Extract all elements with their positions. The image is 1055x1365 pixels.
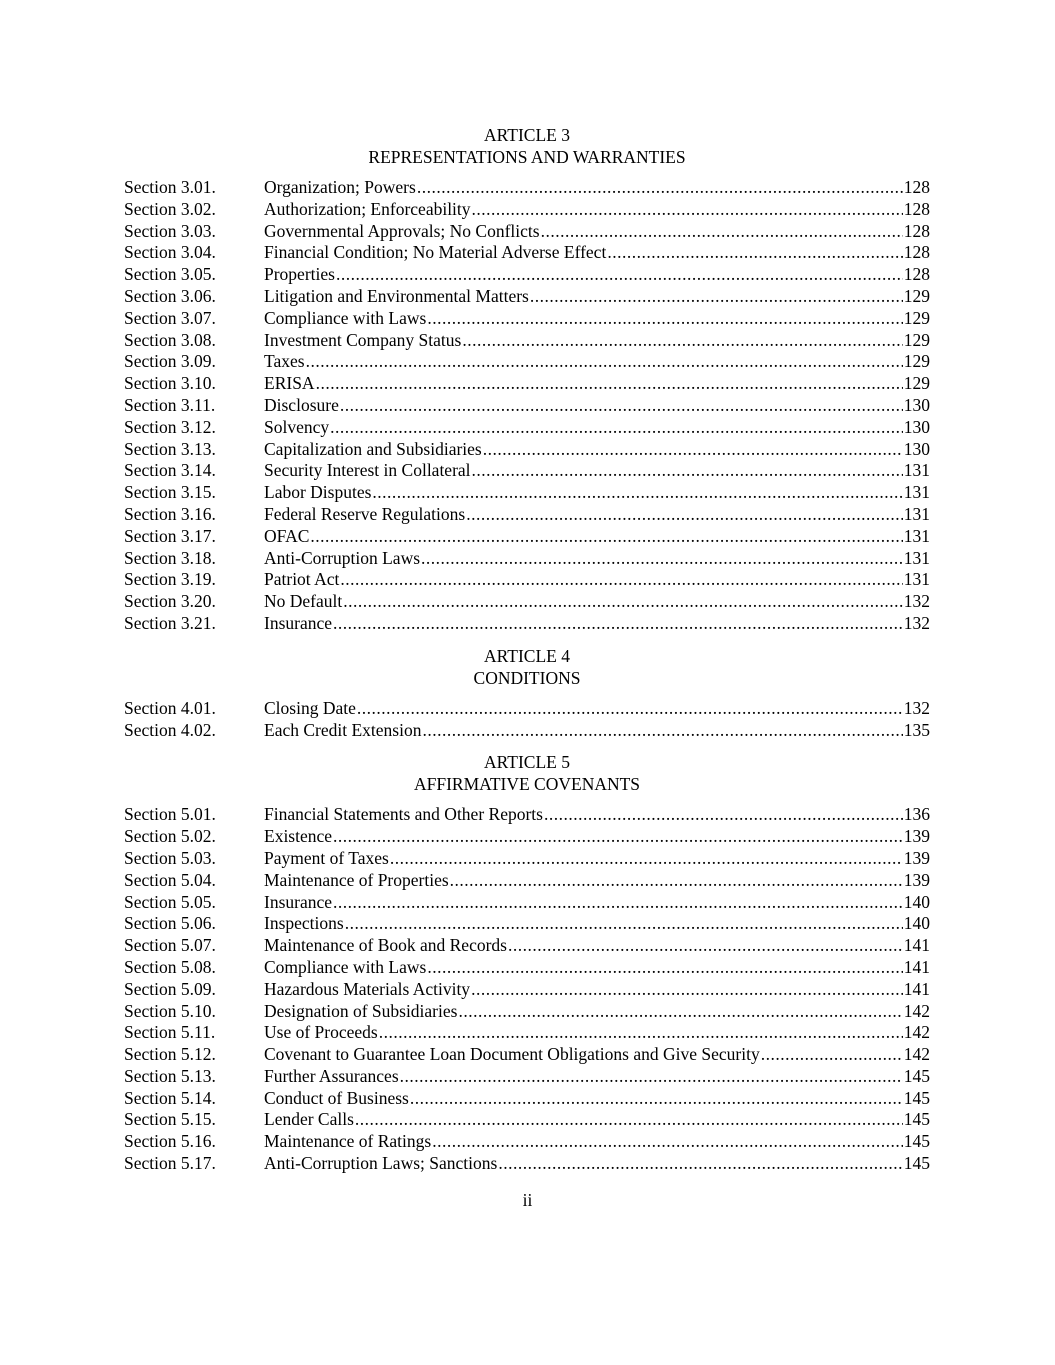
dot-leader <box>330 417 903 439</box>
toc-entry[interactable] <box>124 1109 930 1131</box>
page-number: ii <box>522 1190 533 1210</box>
section-page-number: 129 <box>903 307 930 328</box>
toc-entry[interactable] <box>124 308 930 330</box>
section-number: Section 5.10. <box>124 1000 216 1021</box>
section-title: Capitalization and Subsidiaries <box>264 438 482 459</box>
dot-leader <box>340 395 903 417</box>
section-page-number: 131 <box>903 547 930 568</box>
toc-entry[interactable] <box>124 848 930 870</box>
section-number: Section 4.02. <box>124 719 216 740</box>
toc-entry[interactable] <box>124 1022 930 1044</box>
toc-entry[interactable] <box>124 482 930 504</box>
section-title: ERISA <box>264 373 315 394</box>
section-title: Labor Disputes <box>264 482 372 503</box>
toc-entry[interactable] <box>124 373 930 395</box>
toc-entry[interactable] <box>124 892 930 914</box>
section-title: Anti-Corruption Laws; Sanctions <box>264 1153 498 1174</box>
article-heading <box>124 751 930 795</box>
section-number: Section 5.08. <box>124 956 216 977</box>
section-list <box>124 804 930 1175</box>
toc-entry[interactable] <box>124 242 930 264</box>
article-label: ARTICLE 5 <box>484 752 570 773</box>
section-number: Section 3.16. <box>124 503 216 524</box>
toc-entry[interactable] <box>124 526 930 548</box>
section-title: Existence <box>264 826 333 847</box>
section-number: Section 3.08. <box>124 329 216 350</box>
section-title: Each Credit Extension <box>264 719 422 740</box>
article-heading <box>124 124 930 168</box>
section-number: Section 3.15. <box>124 482 216 503</box>
dot-leader <box>530 286 903 308</box>
section-page-number: 141 <box>903 935 930 956</box>
section-page-number: 145 <box>903 1065 930 1086</box>
heading-spacer <box>124 168 930 177</box>
section-number: Section 5.05. <box>124 891 216 912</box>
section-number: Section 5.11. <box>124 1022 216 1043</box>
section-title: Payment of Taxes <box>264 847 389 868</box>
section-title: Further Assurances <box>264 1065 399 1086</box>
section-title: Insurance <box>264 891 333 912</box>
section-number: Section 3.02. <box>124 198 216 219</box>
article-block-1 <box>124 124 930 635</box>
section-page-number: 142 <box>903 1022 930 1043</box>
section-title: Taxes <box>264 351 305 372</box>
section-page-number: 131 <box>903 482 930 503</box>
heading-spacer <box>124 689 930 698</box>
section-title: Litigation and Environmental Matters <box>264 285 529 306</box>
toc-entry[interactable] <box>124 1088 930 1110</box>
section-title: Maintenance of Properties <box>264 869 449 890</box>
section-title: Conduct of Business <box>264 1087 409 1108</box>
section-title: Financial Statements and Other Reports <box>264 804 543 825</box>
dot-leader <box>310 526 902 548</box>
section-number: Section 3.14. <box>124 460 216 481</box>
section-title: Authorization; Enforceability <box>264 198 471 219</box>
section-number: Section 3.19. <box>124 569 216 590</box>
toc-entry[interactable] <box>124 913 930 935</box>
section-number: Section 5.16. <box>124 1131 216 1152</box>
section-title: Anti-Corruption Laws <box>264 547 421 568</box>
section-page-number: 129 <box>903 351 930 372</box>
dot-leader <box>544 804 903 826</box>
section-title: Disclosure <box>264 394 339 415</box>
section-page-number: 145 <box>903 1131 930 1152</box>
section-page-number: 131 <box>903 503 930 524</box>
section-number: Section 3.10. <box>124 373 216 394</box>
section-title: Federal Reserve Regulations <box>264 503 466 524</box>
dot-leader <box>541 221 903 243</box>
article-block-3 <box>124 751 930 1175</box>
toc-entry[interactable] <box>124 979 930 1001</box>
section-title: Inspections <box>264 913 344 934</box>
section-number: Section 5.15. <box>124 1109 216 1130</box>
section-page-number: 128 <box>903 242 930 263</box>
section-list <box>124 177 930 635</box>
toc-entry[interactable] <box>124 804 930 826</box>
toc-entry[interactable] <box>124 1044 930 1066</box>
section-page-number: 130 <box>903 394 930 415</box>
section-number: Section 3.05. <box>124 264 216 285</box>
dot-leader <box>466 504 903 526</box>
section-number: Section 3.17. <box>124 525 216 546</box>
section-page-number: 128 <box>903 198 930 219</box>
article-spacer <box>124 635 930 645</box>
dot-leader <box>432 1131 903 1153</box>
dot-leader <box>379 1022 903 1044</box>
toc-entry[interactable] <box>124 826 930 848</box>
dot-leader <box>316 373 903 395</box>
dot-leader <box>458 1001 902 1023</box>
dot-leader <box>761 1044 903 1066</box>
dot-leader <box>427 957 902 979</box>
section-title: Closing Date <box>264 697 356 718</box>
section-title: Solvency <box>264 416 330 437</box>
article-label: ARTICLE 3 <box>484 125 570 145</box>
section-page-number: 140 <box>903 913 930 934</box>
dot-leader <box>333 826 903 848</box>
toc-entry[interactable] <box>124 569 930 591</box>
article-heading <box>124 645 930 689</box>
dot-leader <box>355 1109 903 1131</box>
section-number: Section 3.18. <box>124 547 216 568</box>
section-list <box>124 698 930 742</box>
section-number: Section 5.03. <box>124 847 216 868</box>
section-page-number: 141 <box>903 978 930 999</box>
dot-leader <box>410 1088 903 1110</box>
section-number: Section 3.01. <box>124 177 216 197</box>
toc-entry[interactable] <box>124 199 930 221</box>
dot-leader <box>607 242 902 264</box>
section-title: Use of Proceeds <box>264 1022 378 1043</box>
section-title: Covenant to Guarantee Loan Document Obligations and Give Security <box>264 1044 760 1065</box>
section-page-number: 129 <box>903 329 930 350</box>
dot-leader <box>422 720 902 742</box>
dot-leader <box>336 264 903 286</box>
toc-entry[interactable] <box>124 720 930 742</box>
section-page-number: 131 <box>903 569 930 590</box>
section-number: Section 3.20. <box>124 591 216 612</box>
section-page-number: 141 <box>903 956 930 977</box>
section-page-number: 128 <box>903 220 930 241</box>
toc-entry[interactable] <box>124 395 930 417</box>
toc-entry[interactable] <box>124 504 930 526</box>
dot-leader <box>417 177 903 199</box>
toc-entry[interactable] <box>124 591 930 613</box>
toc-entry[interactable] <box>124 264 930 286</box>
section-page-number: 145 <box>903 1153 930 1174</box>
dot-leader <box>472 460 903 482</box>
section-title: Financial Condition; No Material Adverse Effect <box>264 242 607 263</box>
section-page-number: 128 <box>903 264 930 285</box>
section-page-number: 135 <box>903 719 930 740</box>
section-title: Governmental Approvals; No Conflicts <box>264 220 540 241</box>
section-title: OFAC <box>264 525 310 546</box>
section-number: Section 3.11. <box>124 394 216 415</box>
toc-entry[interactable] <box>124 613 930 635</box>
section-number: Section 3.09. <box>124 351 216 372</box>
toc-entry[interactable] <box>124 351 930 373</box>
section-number: Section 3.07. <box>124 307 216 328</box>
section-number: Section 5.04. <box>124 869 216 890</box>
dot-leader <box>306 351 903 373</box>
section-page-number: 130 <box>903 416 930 437</box>
dot-leader <box>421 548 903 570</box>
section-number: Section 5.02. <box>124 826 216 847</box>
section-title: Security Interest in Collateral <box>264 460 471 481</box>
toc-entry[interactable] <box>124 221 930 243</box>
section-number: Section 3.12. <box>124 416 216 437</box>
dot-leader <box>472 199 903 221</box>
section-title: Lender Calls <box>264 1109 354 1130</box>
section-page-number: 131 <box>903 525 930 546</box>
section-number: Section 5.14. <box>124 1087 216 1108</box>
dot-leader <box>400 1066 903 1088</box>
toc-entry[interactable] <box>124 698 930 720</box>
dot-leader <box>498 1153 902 1175</box>
article-title: CONDITIONS <box>473 667 581 688</box>
dot-leader <box>343 591 903 613</box>
section-page-number: 129 <box>903 285 930 306</box>
toc-entry[interactable] <box>124 330 930 352</box>
section-page-number: 142 <box>903 1000 930 1021</box>
section-page-number: 129 <box>903 373 930 394</box>
toc-entry[interactable] <box>124 1153 930 1175</box>
section-number: Section 3.13. <box>124 438 216 459</box>
dot-leader <box>483 439 903 461</box>
dot-leader <box>508 935 903 957</box>
section-title: Maintenance of Book and Records <box>264 935 507 956</box>
toc-entry[interactable] <box>124 417 930 439</box>
toc-entry[interactable] <box>124 439 930 461</box>
dot-leader <box>340 569 902 591</box>
toc-entry[interactable] <box>124 286 930 308</box>
heading-spacer <box>124 795 930 804</box>
section-number: Section 5.13. <box>124 1065 216 1086</box>
dot-leader <box>450 870 903 892</box>
section-number: Section 4.01. <box>124 697 216 718</box>
section-page-number: 132 <box>903 591 930 612</box>
dot-leader <box>333 892 903 914</box>
section-title: Organization; Powers <box>264 177 416 197</box>
toc-entry[interactable] <box>124 870 930 892</box>
article-title: AFFIRMATIVE COVENANTS <box>413 774 641 795</box>
section-title: No Default <box>264 591 343 612</box>
section-number: Section 5.01. <box>124 804 216 825</box>
section-number: Section 5.17. <box>124 1153 216 1174</box>
section-page-number: 139 <box>903 826 930 847</box>
section-number: Section 5.06. <box>124 913 216 934</box>
section-title: Designation of Subsidiaries <box>264 1000 458 1021</box>
dot-leader <box>345 913 903 935</box>
section-title: Patriot Act <box>264 569 340 590</box>
section-page-number: 132 <box>903 612 930 633</box>
article-spacer <box>124 741 930 751</box>
section-title: Maintenance of Ratings <box>264 1131 432 1152</box>
section-page-number: 131 <box>903 460 930 481</box>
section-page-number: 142 <box>903 1044 930 1065</box>
dot-leader <box>357 698 903 720</box>
dot-leader <box>333 613 903 635</box>
article-block-2 <box>124 645 930 742</box>
dot-leader <box>390 848 903 870</box>
section-title: Compliance with Laws <box>264 307 427 328</box>
section-number: Section 3.21. <box>124 612 216 633</box>
article-label: ARTICLE 4 <box>484 645 570 666</box>
section-page-number: 139 <box>903 869 930 890</box>
toc-entry[interactable] <box>124 460 930 482</box>
section-number: Section 3.04. <box>124 242 216 263</box>
section-page-number: 139 <box>903 847 930 868</box>
article-title: REPRESENTATIONS AND WARRANTIES <box>368 147 686 167</box>
section-page-number: 128 <box>903 177 930 197</box>
section-page-number: 132 <box>903 697 930 718</box>
section-title: Investment Company Status <box>264 329 462 350</box>
section-title: Compliance with Laws <box>264 956 427 977</box>
section-page-number: 130 <box>903 438 930 459</box>
table-of-contents <box>124 124 930 1175</box>
dot-leader <box>372 482 902 504</box>
section-number: Section 5.09. <box>124 978 216 999</box>
dot-leader <box>427 308 902 330</box>
section-title: Properties <box>264 264 335 285</box>
dot-leader <box>471 979 903 1001</box>
section-page-number: 145 <box>903 1109 930 1130</box>
section-title: Hazardous Materials Activity <box>264 978 471 999</box>
toc-entry[interactable] <box>124 1131 930 1153</box>
section-page-number: 145 <box>903 1087 930 1108</box>
section-title: Insurance <box>264 612 333 633</box>
toc-entry[interactable] <box>124 1001 930 1023</box>
section-number: Section 3.03. <box>124 220 216 241</box>
toc-entry[interactable] <box>124 548 930 570</box>
dot-leader <box>462 330 902 352</box>
toc-entry[interactable] <box>124 935 930 957</box>
section-page-number: 136 <box>903 804 930 825</box>
toc-entry[interactable] <box>124 177 930 199</box>
section-number: Section 5.07. <box>124 935 216 956</box>
toc-entry[interactable] <box>124 1066 930 1088</box>
section-page-number: 140 <box>903 891 930 912</box>
toc-entry[interactable] <box>124 957 930 979</box>
section-number: Section 3.06. <box>124 285 216 306</box>
section-number: Section 5.12. <box>124 1044 216 1065</box>
